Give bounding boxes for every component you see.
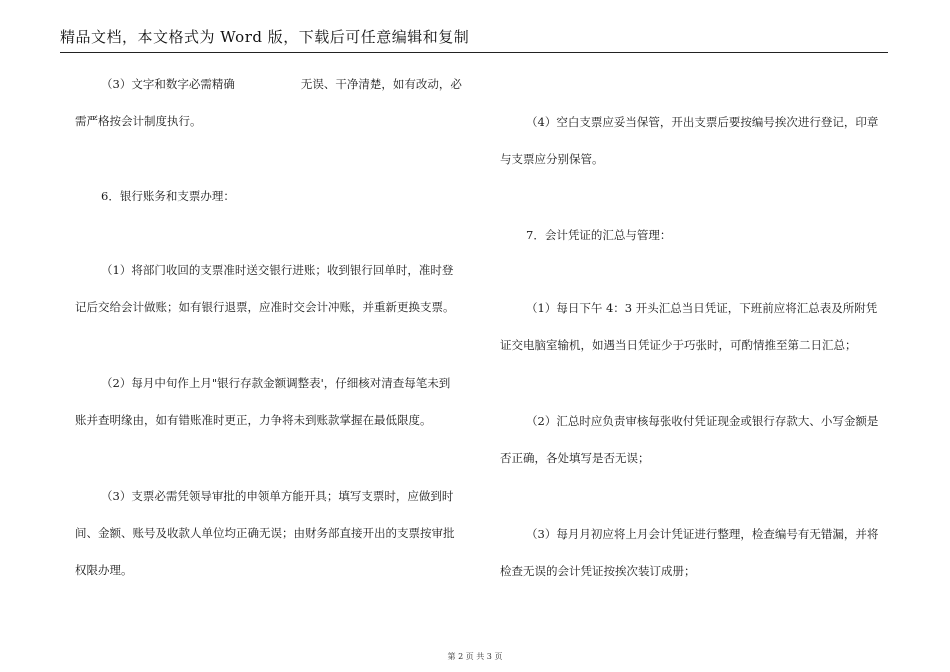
- text-line: 否正确，各处填写是否无误；: [500, 451, 650, 465]
- page-number: 第 2 页 共 3 页: [447, 652, 503, 661]
- paragraph-left-3: [75, 365, 465, 439]
- text-line: （2）每月中旬作上月"银行存款金额调整表'，仔细核对清查每笔未到: [101, 376, 451, 390]
- paragraph-left-1: [75, 66, 465, 140]
- text-line: （2）汇总时应负责审核每张收付凭证现金或银行存款大、小写金额是: [526, 414, 879, 428]
- text-line: 需严格按会计制度执行。: [75, 114, 202, 128]
- heading-text: 7．会计凭证的汇总与管理：: [526, 228, 672, 242]
- paragraph-right-1: [500, 104, 890, 178]
- text-line: 间、金额、账号及收款人单位均正确无误；由财务部直接开出的支票按审批: [75, 526, 455, 540]
- text-line: （3）每月月初应将上月会计凭证进行整理，检查编号有无错漏，并将: [526, 527, 879, 541]
- text-line: （4）空白支票应妥当保管，开出支票后要按编号挨次进行登记，印章: [526, 115, 879, 129]
- paragraph-right-3: [500, 403, 890, 477]
- paragraph-right-2: [500, 290, 890, 364]
- section-heading-6: [75, 178, 465, 215]
- text-line: （3）支票必需凭领导审批的申领单方能开具；填写支票时，应做到时: [101, 489, 454, 503]
- document-header: 精品文档，本文格式为 Word 版，下载后可任意编辑和复制: [60, 28, 470, 46]
- heading-text: 6．银行账务和支票办理：: [101, 189, 235, 203]
- paragraph-left-2: [75, 252, 465, 326]
- text-line: 权限办理。: [75, 563, 133, 577]
- text-line: 检查无误的会计凭证按挨次装订成册；: [500, 564, 696, 578]
- text-fragment: 无误、干净清楚，如有改动，必: [300, 77, 462, 91]
- text-line: [75, 66, 465, 103]
- text-line: 与支票应分别保管。: [500, 152, 604, 166]
- text-line: 账并查明缘由，如有错账准时更正，力争将未到账款掌握在最低限度。: [75, 413, 432, 427]
- text-fragment: （3）文字和数字必需精确: [101, 77, 235, 91]
- text-line: 证交电脑室输机，如遇当日凭证少于巧张时，可酌情推至第二日汇总；: [500, 338, 857, 352]
- paragraph-right-4: [500, 516, 890, 590]
- text-line: （1）将部门收回的支票准时送交银行进账；收到银行回单时，准时登: [101, 263, 454, 277]
- text-line: 记后交给会计做账；如有银行退票，应准时交会计冲账，并重新更换支票。: [75, 300, 455, 314]
- text-line: （1）每日下午 4：3 开头汇总当日凭证，下班前应将汇总表及所附凭: [526, 301, 878, 315]
- section-heading-7: [500, 217, 890, 254]
- header-divider: [60, 52, 888, 53]
- paragraph-left-4: [75, 478, 465, 589]
